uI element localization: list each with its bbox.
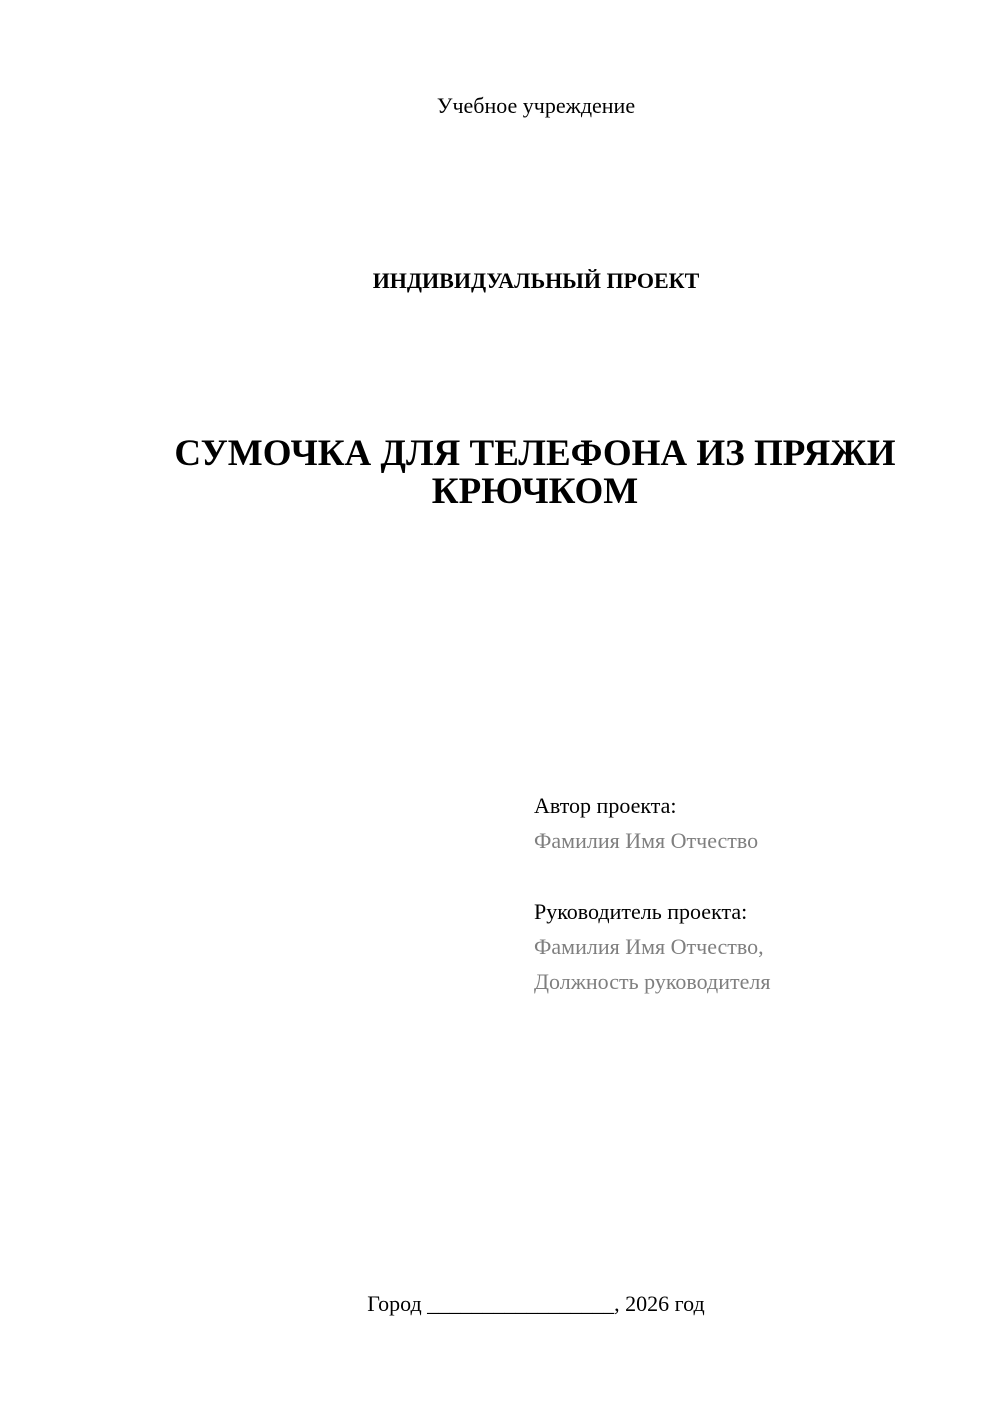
author-label: Автор проекта:	[534, 793, 677, 818]
supervisor-name-placeholder: Фамилия Имя Отчество,	[534, 934, 764, 959]
supervisor-label: Руководитель проекта:	[534, 899, 748, 924]
author-name-placeholder: Фамилия Имя Отчество	[534, 828, 759, 853]
city-year-line: Город _________________, 2026 год	[367, 1291, 705, 1316]
project-info-block	[534, 788, 974, 999]
project-title-line-1: СУМОЧКА ДЛЯ ТЕЛЕФОНА ИЗ ПРЯЖИ	[174, 433, 896, 474]
document-type: ИНДИВИДУАЛЬНЫЙ ПРОЕКТ	[372, 268, 700, 293]
project-title	[150, 435, 920, 511]
spacer	[534, 858, 974, 894]
supervisor-position-placeholder: Должность руководителя	[534, 969, 771, 994]
project-title-line-2: КРЮЧКОМ	[431, 471, 639, 512]
institution-name: Учебное учреждение	[436, 93, 636, 118]
